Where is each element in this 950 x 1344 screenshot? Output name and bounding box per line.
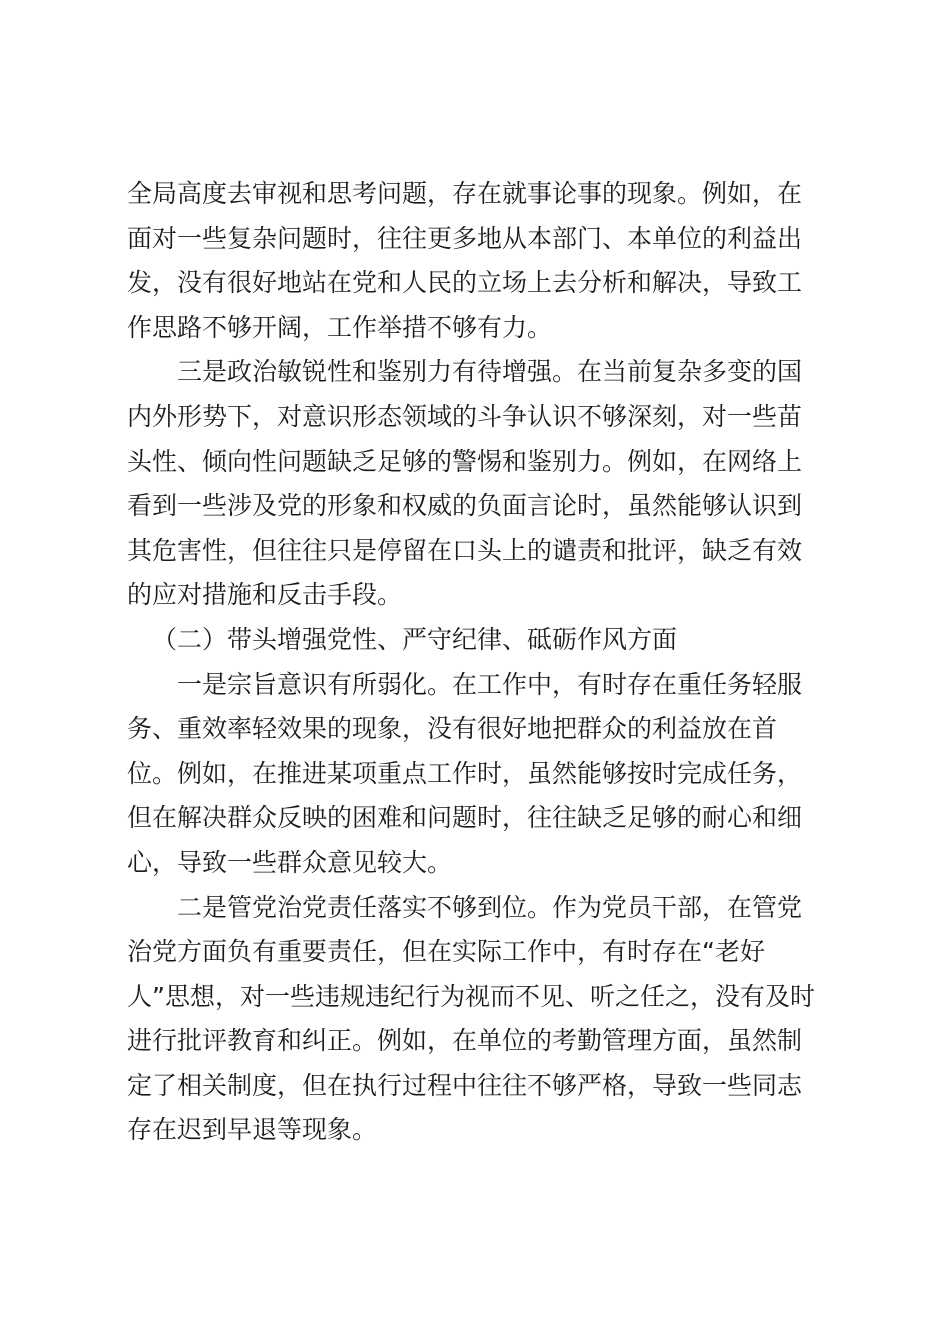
section-heading: （二）带头增强党性、严守纪律、砥砺作风方面 — [152, 624, 678, 654]
text-line: 务、重效率轻效果的现象，没有很好地把群众的利益放在首 — [127, 714, 778, 744]
text-line: 但在解决群众反映的困难和问题时，往往缺乏足够的耐心和细 — [127, 803, 803, 833]
text-line: 的应对措施和反击手段。 — [127, 580, 403, 610]
document-body — [127, 172, 827, 1153]
text-line: 面对一些复杂问题时，往往更多地从本部门、本单位的利益出 — [127, 223, 803, 253]
text-line: 心，导致一些群众意见较大。 — [127, 847, 453, 877]
text-line: 内外形势下，对意识形态领域的斗争认识不够深刻，对一些苗 — [127, 401, 803, 431]
text-line: 全局高度去审视和思考问题，存在就事论事的现象。例如，在 — [127, 179, 803, 208]
text-line: 发，没有很好地站在党和人民的立场上去分析和解决，导致工 — [127, 268, 803, 298]
text-line: 头性、倾向性问题缺乏足够的警惕和鉴别力。例如，在网络上 — [127, 446, 803, 476]
text-line: 治党方面负有重要责任，但在实际工作中，有时存在“老好 — [127, 937, 765, 967]
paragraph-start-line: 一是宗旨意识有所弱化。在工作中，有时存在重任务轻服 — [177, 669, 803, 699]
text-line: 看到一些涉及党的形象和权威的负面言论时，虽然能够认识到 — [127, 491, 803, 521]
text-line: 作思路不够开阔，工作举措不够有力。 — [127, 312, 553, 342]
paragraph-start-line: 三是政治敏锐性和鉴别力有待增强。在当前复杂多变的国 — [177, 357, 803, 387]
text-line: 人”思想，对一些违规违纪行为视而不见、听之任之，没有及时 — [127, 981, 815, 1011]
text-line: 其危害性，但往往只是停留在口头上的谴责和批评，缺乏有效 — [127, 535, 803, 565]
text-line: 存在迟到早退等现象。 — [127, 1115, 378, 1145]
text-line: 定了相关制度，但在执行过程中往往不够严格，导致一些同志 — [127, 1070, 803, 1100]
paragraph-start-line: 二是管党治党责任落实不够到位。作为党员干部，在管党 — [177, 892, 803, 922]
text-line: 进行批评教育和纠正。例如，在单位的考勤管理方面，虽然制 — [127, 1026, 803, 1056]
text-line: 位。例如，在推进某项重点工作时，虽然能够按时完成任务， — [127, 758, 803, 788]
